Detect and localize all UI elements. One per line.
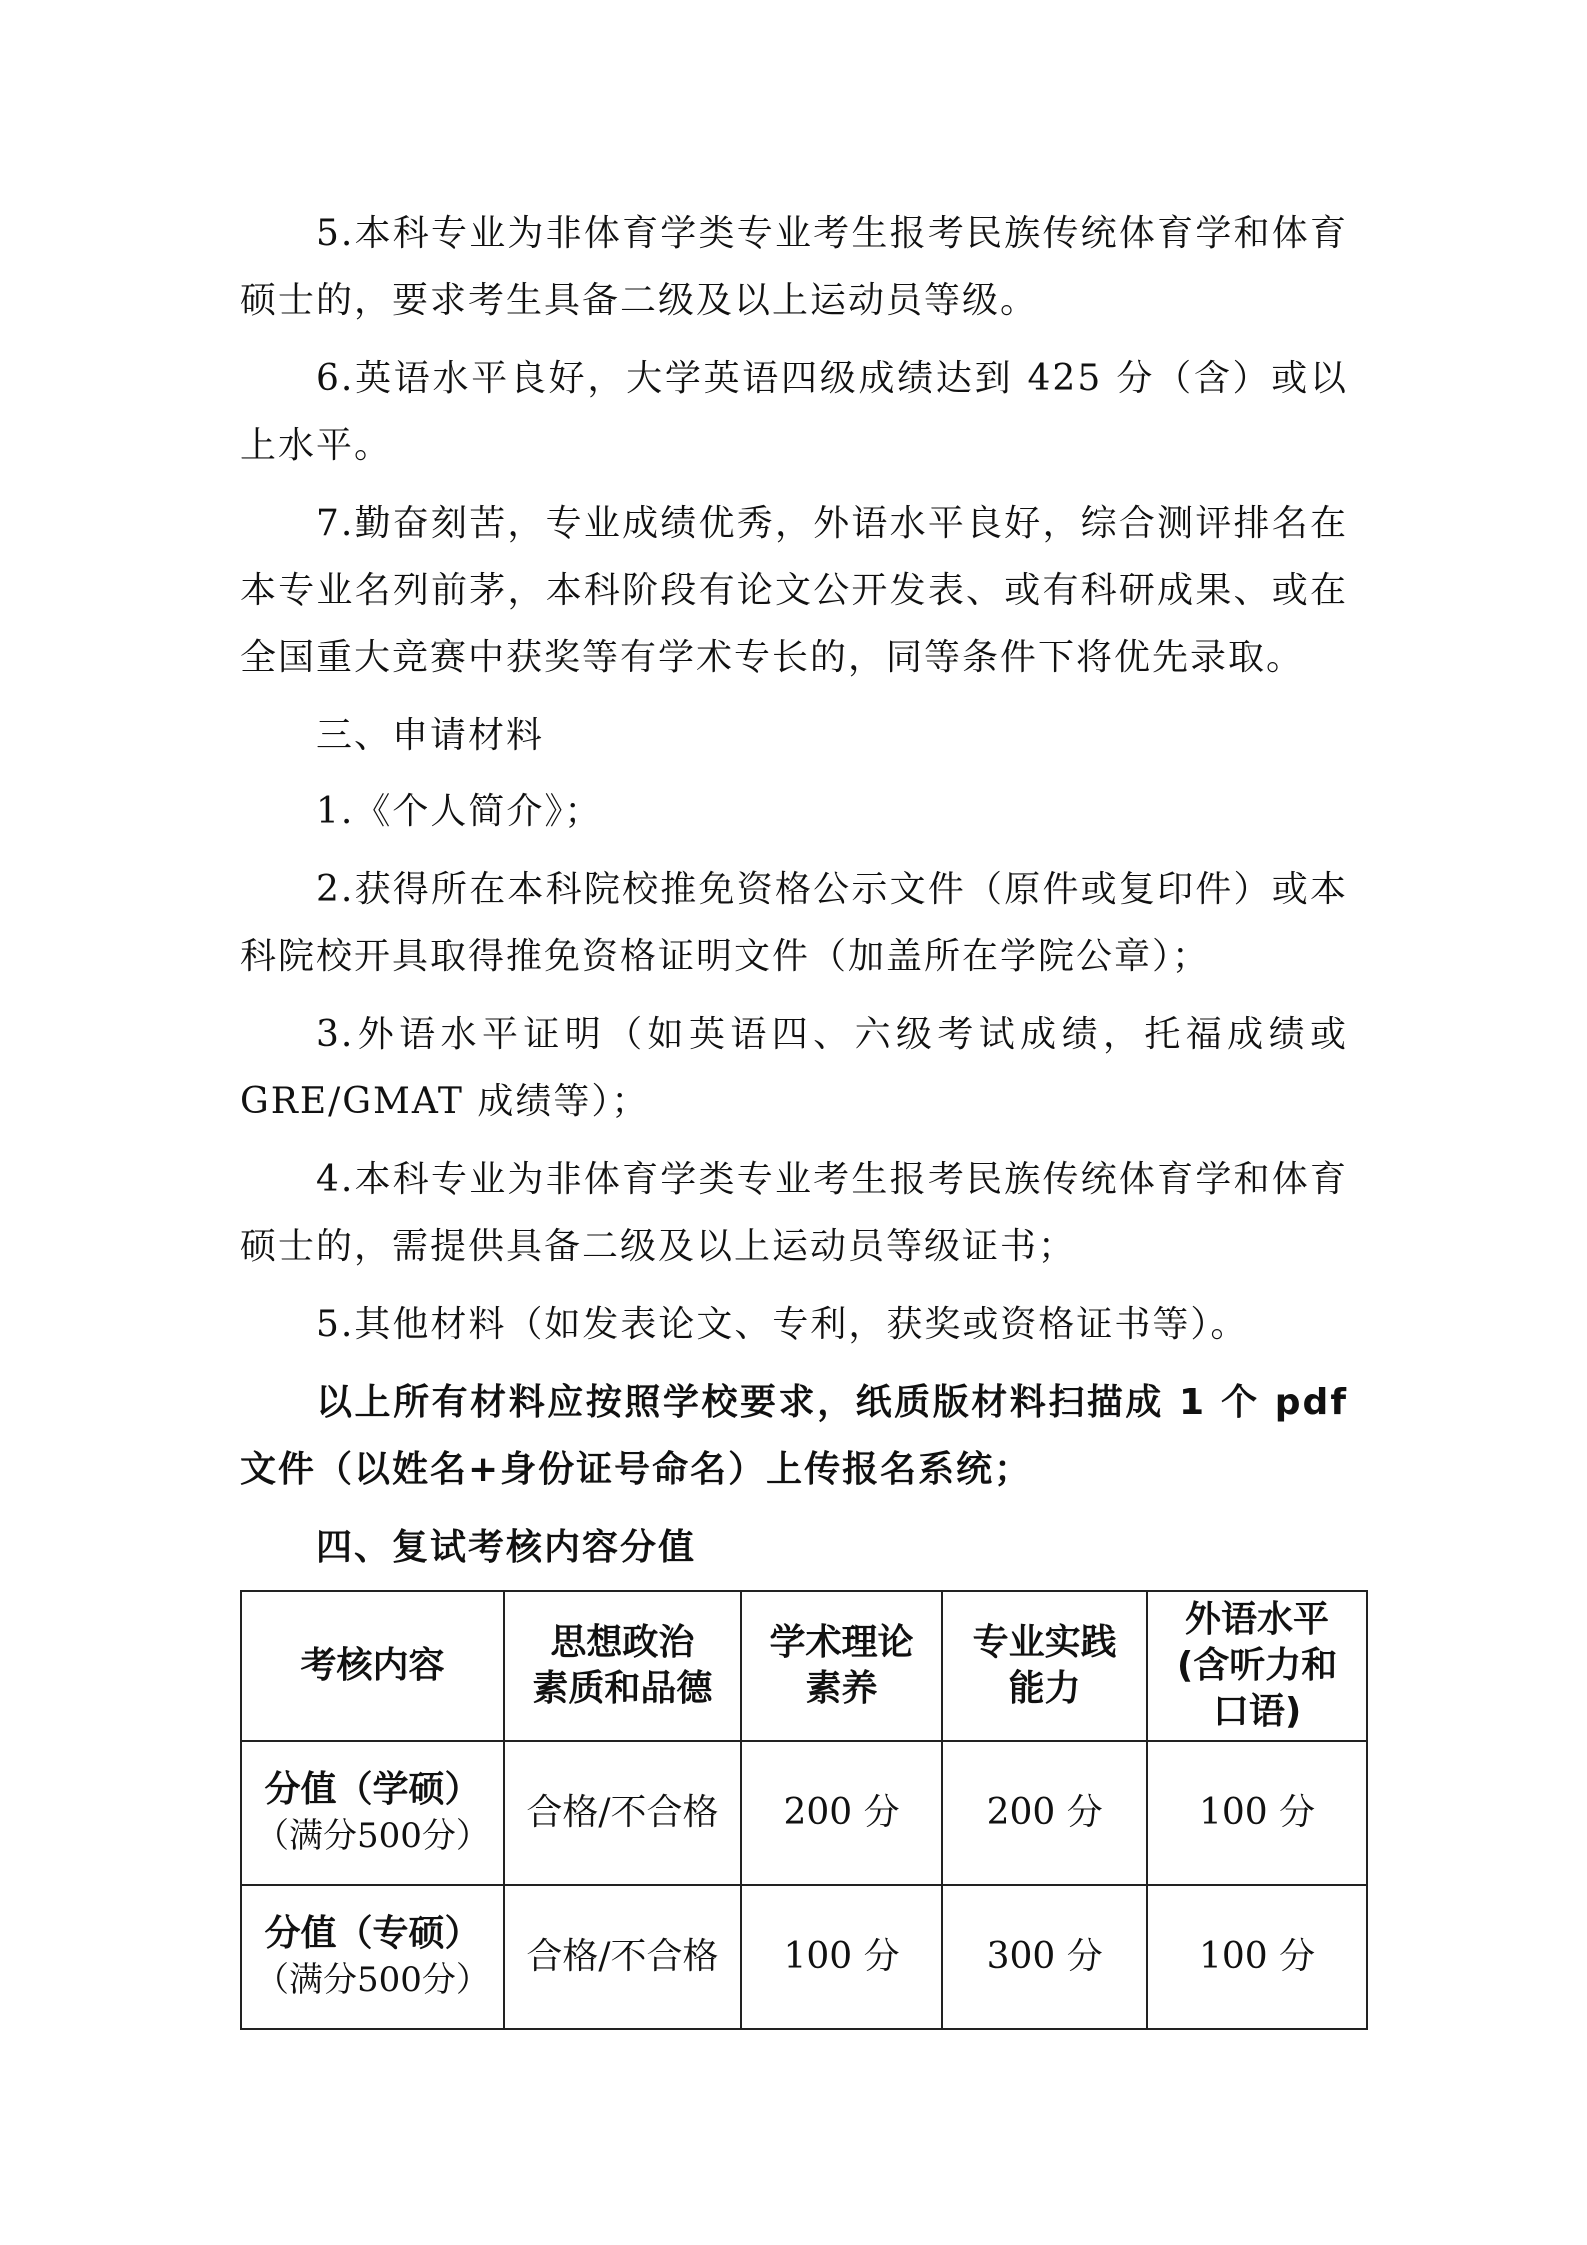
table-cell: 200 分	[741, 1741, 942, 1885]
document-page	[240, 200, 1348, 1590]
row-label: 分值（专硕）	[264, 1913, 481, 1954]
paragraph-requirement-7: 7.勤奋刻苦，专业成绩优秀，外语水平良好，综合测评排名在本专业名列前茅，本科阶段有论文公开发表、或有科研成果、或在全国重大竞赛中获奖等有学术专长的，同等条件下将优先录取。	[240, 503, 1348, 678]
score-table	[240, 1590, 1368, 2030]
score-table-header-row	[241, 1591, 1367, 1741]
table-cell: 300 分	[942, 1885, 1147, 2029]
table-row-professional-master	[241, 1885, 1367, 2029]
row-label-cell	[241, 1885, 504, 2029]
table-cell: 100 分	[1147, 1741, 1367, 1885]
material-item-1: 1.《个人简介》；	[316, 791, 603, 832]
paragraph-requirement-6: 6.英语水平良好，大学英语四级成绩达到 425 分（含）或以上水平。	[240, 358, 1348, 466]
materials-upload-note: 以上所有材料应按照学校要求，纸质版材料扫描成 1 个 pdf 文件（以姓名+身份证号命名）上传报名系统；	[240, 1382, 1348, 1490]
row-label-cell	[241, 1741, 504, 1885]
material-item-3: 3.外语水平证明（如英语四、六级考试成绩，托福成绩或 GRE/GMAT 成绩等）；	[240, 1014, 1348, 1122]
table-cell: 100 分	[1147, 1885, 1367, 2029]
material-item-4: 4.本科专业为非体育学类专业考生报考民族传统体育学和体育硕士的，需提供具备二级及以上运动员等级证书；	[240, 1159, 1348, 1267]
material-item-5: 5.其他材料（如发表论文、专利，获奖或资格证书等）。	[316, 1304, 1249, 1345]
row-label: 分值（学硕）	[264, 1769, 481, 1810]
table-cell: 100 分	[741, 1885, 942, 2029]
section-heading-materials: 三、申请材料	[316, 715, 545, 756]
section-heading-scores: 四、复试考核内容分值	[316, 1527, 697, 1568]
header-professional-practice: 专业实践 能力	[942, 1591, 1147, 1741]
header-assessment-content: 考核内容	[241, 1591, 504, 1741]
table-cell: 200 分	[942, 1741, 1147, 1885]
table-cell: 合格/不合格	[504, 1741, 741, 1885]
table-cell: 合格/不合格	[504, 1885, 741, 2029]
row-sublabel: （满分500分）	[255, 1816, 490, 1856]
header-political-quality: 思想政治 素质和品德	[504, 1591, 741, 1741]
header-foreign-language: 外语水平 (含听力和 口语)	[1147, 1591, 1367, 1741]
header-academic-theory: 学术理论 素养	[741, 1591, 942, 1741]
paragraph-requirement-5: 5.本科专业为非体育学类专业考生报考民族传统体育学和体育硕士的，要求考生具备二级及以上运动员等级。	[240, 213, 1348, 321]
material-item-2: 2.获得所在本科院校推免资格公示文件（原件或复印件）或本科院校开具取得推免资格证明文件（加盖所在学院公章）；	[240, 869, 1348, 977]
row-sublabel: （满分500分）	[255, 1960, 490, 2000]
table-row-academic-master	[241, 1741, 1367, 1885]
